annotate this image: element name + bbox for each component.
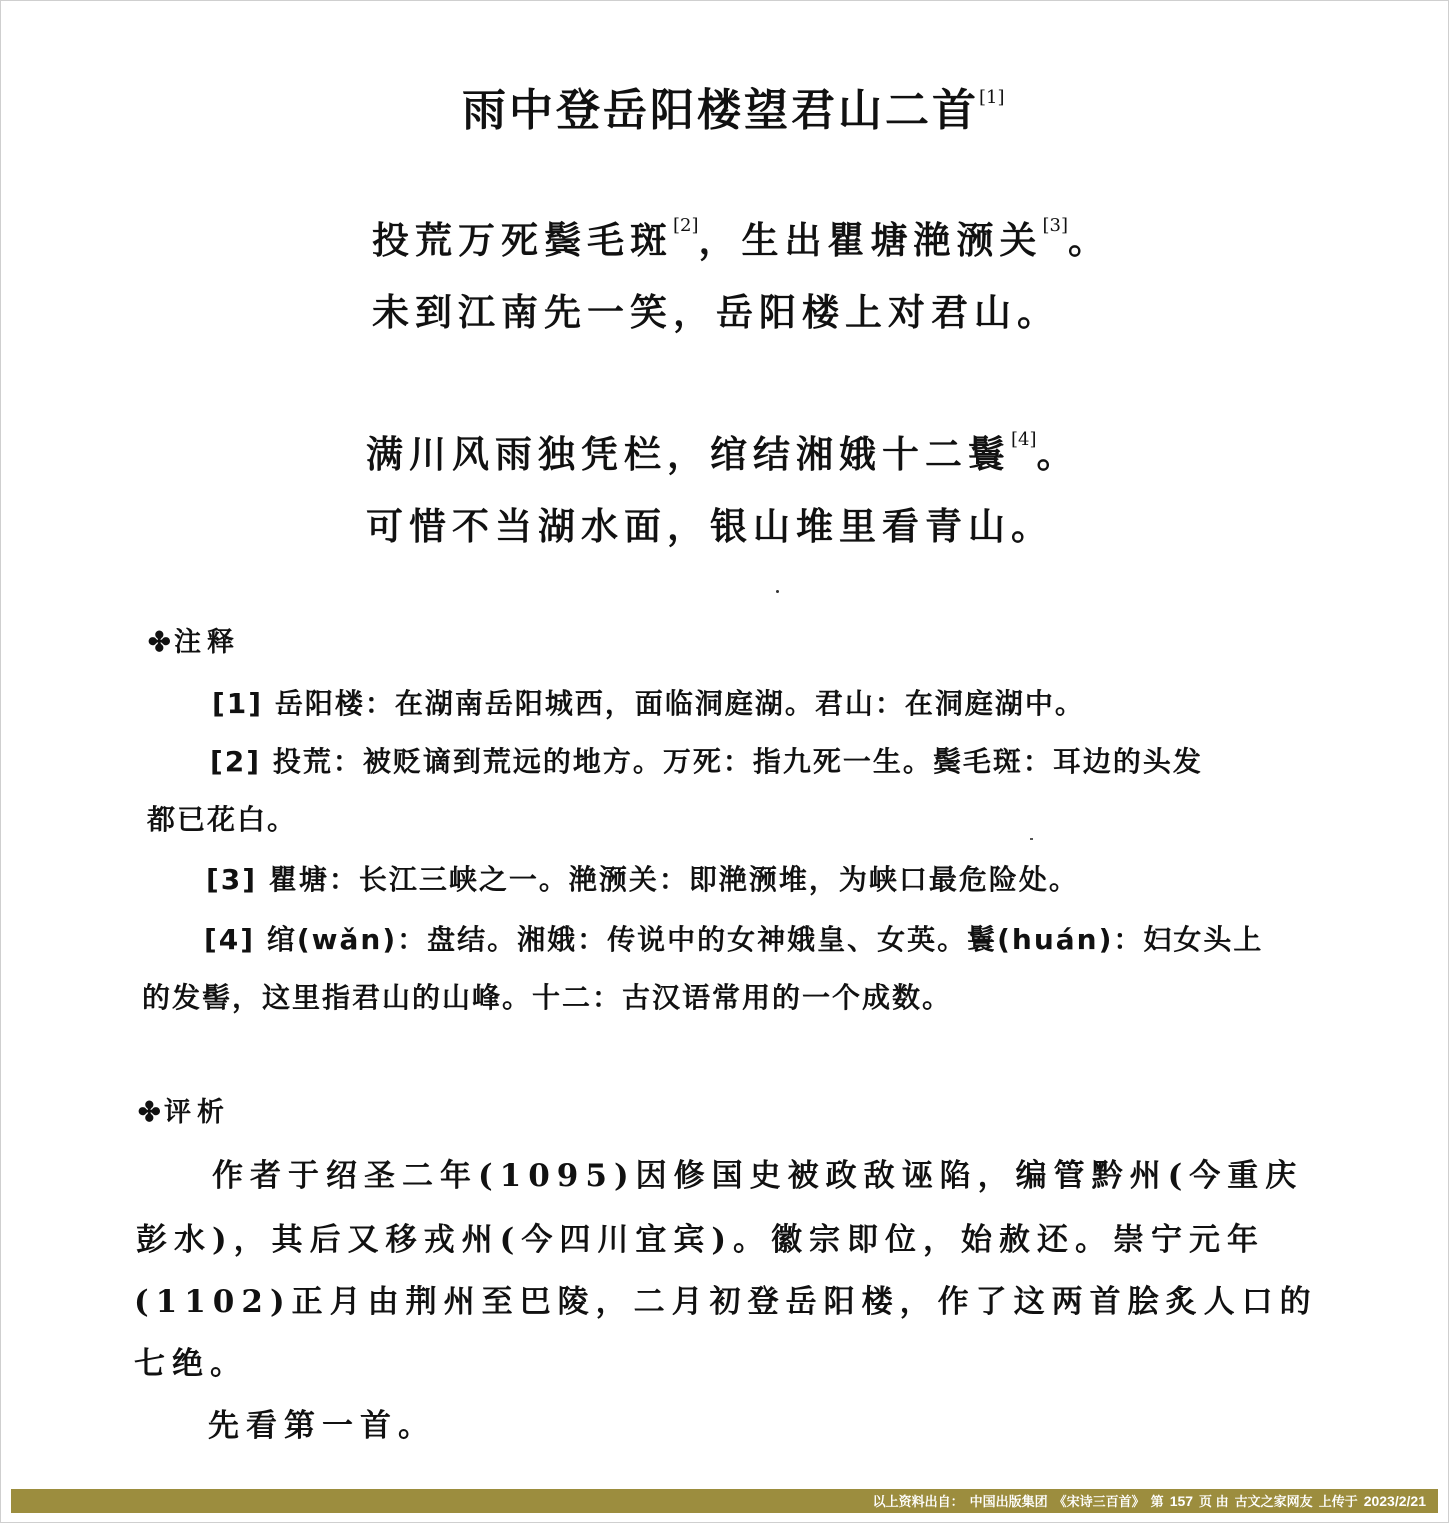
- analysis-line: 先看第一首。: [208, 1408, 436, 1444]
- footer-date: 2023/2/21: [1363, 1493, 1426, 1509]
- analysis-heading-text: 评析: [164, 1097, 230, 1128]
- analysis-line: 作者于绍圣二年(1095)因修国史被政敌诬陷，编管黔州(今重庆: [212, 1158, 1304, 1194]
- footer-prefix: 以上资料出自：: [872, 1494, 964, 1509]
- note-item: [2] 投荒：被贬谪到荒远的地方。万死：指九死一生。鬓毛斑：耳边的头发: [210, 745, 1203, 778]
- flower-icon: ✤: [138, 1097, 161, 1128]
- source-footer: [11, 1489, 1438, 1513]
- footer-page-label: 第: [1150, 1494, 1164, 1509]
- verse-text: 满川风雨独凭栏，绾结湘娥十二鬟: [366, 432, 1011, 476]
- verse-text: 投荒万死鬓毛斑: [372, 218, 673, 262]
- notes-heading: [148, 620, 240, 659]
- footer-uploaded-label: 上传于: [1318, 1494, 1358, 1509]
- note-item: [4] 绾(wǎn)：盘结。湘娥：传说中的女神娥皇、女英。鬟(huán)：妇女头上: [204, 923, 1264, 956]
- analysis-line: 彭水)，其后又移戎州(今四川宜宾)。徽宗即位，始赦还。崇宁元年: [136, 1222, 1265, 1258]
- footer-publisher[interactable]: 中国出版集团: [969, 1494, 1048, 1509]
- speck-mark: [776, 590, 779, 593]
- verse-text: ，生出瞿塘滟滪关: [698, 218, 1043, 262]
- verse-text: 。: [1068, 218, 1111, 262]
- verse-text: 。: [1036, 432, 1080, 476]
- footnote-ref-3[interactable]: [3]: [1042, 215, 1068, 236]
- poem-line: [366, 424, 1080, 478]
- poem-line: 可惜不当湖水面，银山堆里看青山。: [366, 504, 1054, 548]
- analysis-line: (1102)正月由荆州至巴陵，二月初登岳阳楼，作了这两首脍炙人口的: [134, 1284, 1318, 1320]
- footer-page-suffix: 页 由: [1199, 1494, 1229, 1509]
- footer-page-number: 157: [1169, 1493, 1194, 1509]
- footer-uploader[interactable]: 古文之家网友: [1234, 1494, 1313, 1509]
- footnote-ref-1[interactable]: [1]: [979, 87, 1005, 108]
- note-item: [1] 岳阳楼：在湖南岳阳城西，面临洞庭湖。君山：在洞庭湖中。: [212, 687, 1085, 720]
- flower-icon: ✤: [148, 627, 171, 658]
- footnote-ref-4[interactable]: [4]: [1011, 429, 1037, 450]
- note-item: [3] 瞿塘：长江三峡之一。滟滪关：即滟滪堆，为峡口最危险处。: [206, 863, 1079, 896]
- note-item: 都已花白。: [147, 803, 298, 836]
- poem-title-text: 雨中登岳阳楼望君山二首: [462, 85, 979, 136]
- footer-book[interactable]: 《宋诗三百首》: [1053, 1494, 1145, 1509]
- poem-line: [372, 210, 1111, 264]
- poem-title: [462, 74, 1005, 138]
- notes-heading-text: 注释: [174, 627, 240, 658]
- analysis-heading: [138, 1090, 230, 1129]
- poem-line: 未到江南先一笑，岳阳楼上对君山。: [372, 290, 1060, 334]
- footnote-ref-2[interactable]: [2]: [673, 215, 699, 236]
- analysis-line: 七绝。: [134, 1346, 248, 1382]
- speck-mark: [1030, 838, 1033, 840]
- note-item: 的发髻，这里指君山的山峰。十二：古汉语常用的一个成数。: [142, 981, 953, 1014]
